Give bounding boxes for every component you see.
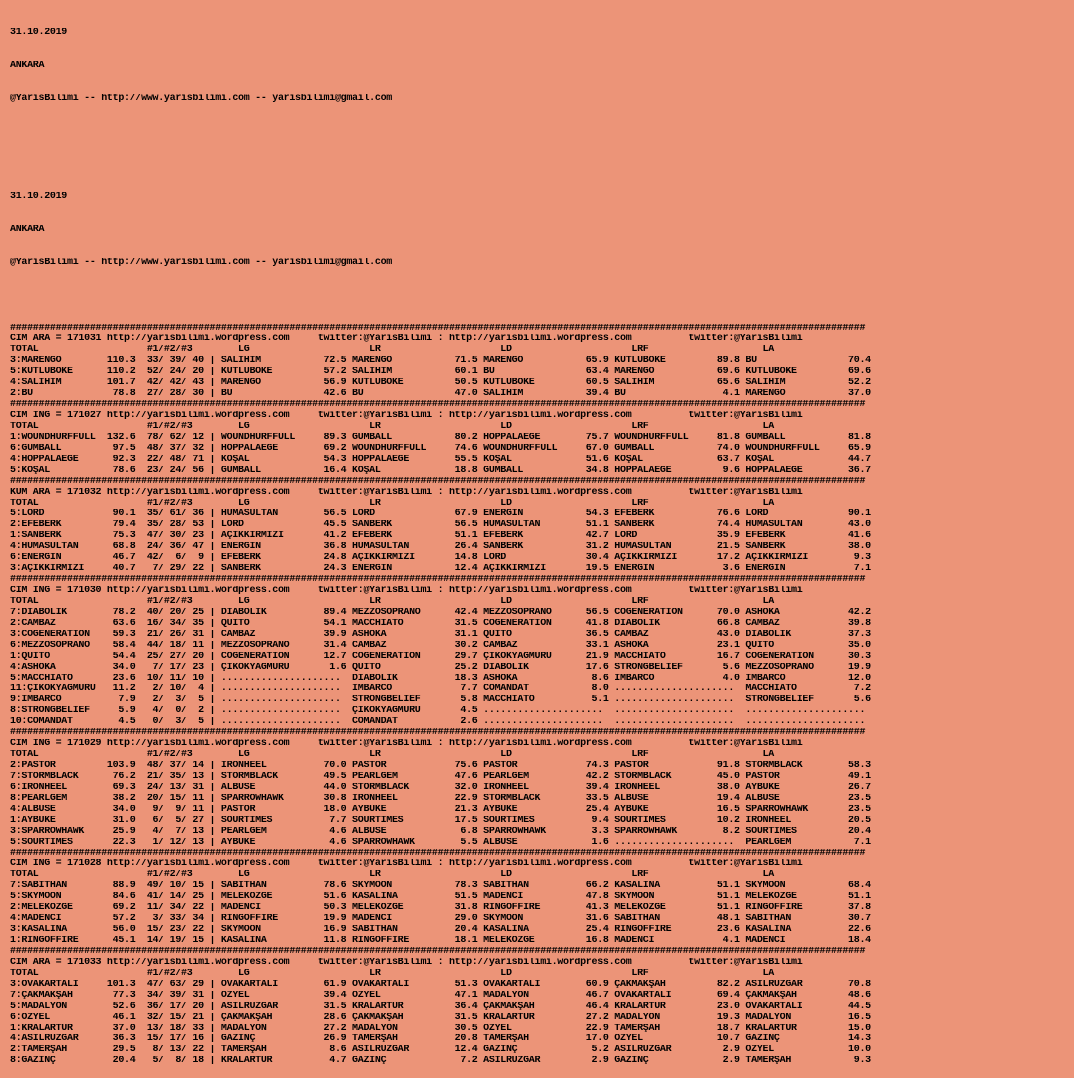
- result-row: 2:PASTOR 103.9 48/ 37/ 14 | IRONHEEL 70.0 PASTOR 75.6 PASTOR 74.3 PASTOR 91.8 STORMBLACK 58.3: [10, 761, 871, 771]
- result-row: 7:STORMBLACK 76.2 21/ 35/ 13 | STORMBLACK 49.5 PEARLGEM 47.6 PEARLGEM 42.2 STORMBLACK 45.0 PASTOR 49.1: [10, 771, 871, 782]
- separator-line: ######################################################################################################################################################: [10, 848, 866, 859]
- result-row: 6:IRONHEEL 69.3 24/ 13/ 31 | ALBUSE 44.0 STORMBLACK 32.0 IRONHEEL 39.4 IRONHEEL 38.0 AYBÜKE 26.7: [10, 782, 871, 793]
- header-city: ANKARA: [10, 224, 45, 235]
- result-row: 7:DIABOLİK 78.2 40/ 20/ 25 | DIABOLİK 89.4 MEZZOSOPRANO 42.4 MEZZOSOPRANO 56.5 COGENERATION 70.0 ASHOKA 42.2: [10, 607, 871, 618]
- section-title: CIM ARA = 171033 http://yarisbilimi.wordpress.com twitter:@YarisBilimi : http://yarisbilimi.wordpress.com twitter:@YarisBilimi: [10, 957, 803, 968]
- column-header: TOTAL #1/#2/#3 LG LR LD LRF LA: [10, 345, 774, 356]
- separator-line: ######################################################################################################################################################: [10, 728, 866, 739]
- result-row: 5:SKYMOON 84.6 41/ 14/ 25 | MELEKÖZGE 51.6 KASALINA 51.5 MADENCİ 47.8 SKYMOON 51.1 MELEKÖZGE 51.1: [10, 892, 871, 903]
- result-row: 11:ÇIKOKYAĞMURU 11.2 2/ 10/ 4 | ..................... IMBARCO 7.7 COMANDAT 8.0 ..................... MACCHIATO 7.2: [10, 684, 871, 695]
- separator-line: ######################################################################################################################################################: [10, 323, 866, 334]
- result-row: 1:QUITO 54.4 25/ 27/ 20 | COGENERATION 12.7 COGENERATION 29.7 ÇIKOKYAĞMURU 21.9 MACCHIATO 16.7 COGENERATION 30.3: [10, 651, 871, 662]
- header-date: 31.10.2019: [10, 192, 68, 203]
- result-row: 1:WOUNDHURFFULL 132.6 78/ 62/ 12 | WOUNDHURFFULL 89.3 GUMBALL 80.2 HOPPALAEGE 75.7 WOUNDHURFFULL 81.8 GUMBALL 81.8: [10, 432, 871, 443]
- result-row: 8:STRONGBELIEF 5.9 4/ 0/ 2 | ..................... ÇIKOKYAĞMURU 4.5 ..................... ..................... .....................: [10, 706, 866, 717]
- column-header: TOTAL #1/#2/#3 LG LR LD LRF LA: [10, 968, 774, 979]
- section-title: CIM ING = 171030 http://yarisbilimi.wordpress.com twitter:@YarisBilimi : http://yarisbilimi.wordpress.com twitter:@YarisBilimi: [10, 586, 803, 596]
- blank-line: [10, 291, 871, 302]
- result-row: 2:TAMERŞAH 29.5 8/ 13/ 22 | TAMERŞAH 8.6 ASILRÜZGAR 12.4 GAZİNÇ 5.2 ASILRÜZGAR 2.9 ÖZYEL 10.0: [10, 1045, 871, 1056]
- result-row: 6:ÖZYEL 46.1 32/ 15/ 21 | ÇAKMAKŞAH 28.6 ÇAKMAKŞAH 31.5 KRALARTUR 27.2 MADALYON 19.3 MADALYON 16.5: [10, 1012, 871, 1023]
- header-contact: @YarisBilimi -- http://www.yarisbilimi.com -- yarisbilimi@gmail.com: [10, 93, 392, 104]
- result-row: 4:ALBUSE 34.0 9/ 9/ 11 | PASTOR 18.0 AYBÜKE 21.3 AYBÜKE 25.4 AYBÜKE 16.5 SPARROWHAWK 23.5: [10, 804, 871, 815]
- result-row: 4:MADENCİ 57.2 3/ 33/ 34 | RINGOFFIRE 19.9 MADENCİ 29.0 SKYMOON 31.6 SABİTHAN 48.1 SABİTHAN 30.7: [10, 914, 871, 925]
- result-row: 4:HOPPALAEGE 92.3 22/ 48/ 71 | KOŞAL 54.3 HOPPALAEGE 55.5 KOŞAL 51.6 KOŞAL 63.7 KOŞAL 44.7: [10, 454, 871, 465]
- column-header: TOTAL #1/#2/#3 LG LR LD LRF LA: [10, 870, 774, 881]
- result-row: 7:SABİTHAN 88.9 49/ 10/ 15 | SABİTHAN 78.6 SKYMOON 78.3 SABİTHAN 66.2 KASALINA 51.1 SKYMOON 68.4: [10, 881, 871, 892]
- separator-line: ######################################################################################################################################################: [10, 400, 866, 411]
- race-sections: [10, 324, 871, 1068]
- result-row: 4:HUMASULTAN 68.8 24/ 36/ 47 | ENERGİN 36.8 HUMASULTAN 26.4 SANBERK 31.2 HUMASULTAN 21.5 SANBERK 38.0: [10, 542, 871, 553]
- column-header: TOTAL #1/#2/#3 LG LR LD LRF LA: [10, 421, 774, 432]
- result-row: 7:ÇAKMAKŞAH 77.3 34/ 39/ 31 | ÖZYEL 39.4 ÖZYEL 47.1 MADALYON 46.7 OVAKARTALI 69.4 ÇAKMAKŞAH 48.6: [10, 990, 871, 1001]
- section-title: CIM ARA = 171031 http://yarisbilimi.wordpress.com twitter:@YarisBilimi : http://yarisbilimi.wordpress.com twitter:@YarisBilimi: [10, 334, 803, 345]
- header-contact: @YarisBilimi -- http://www.yarisbilimi.com -- yarisbilimi@gmail.com: [10, 257, 392, 268]
- result-row: 6:MEZZOSOPRANO 58.4 44/ 18/ 11 | MEZZOSOPRANO 31.4 CAMBAZ 30.2 CAMBAZ 33.1 ASHOKA 23.1 QUITO 35.0: [10, 640, 871, 651]
- result-row: 3:MARENGO 110.3 33/ 39/ 40 | SALİHİM 72.5 MARENGO 71.5 MARENGO 65.9 KUTLUBÖKE 89.8 BU 70.4: [10, 356, 871, 367]
- result-row: 3:AÇIKKIRMIZI 40.7 7/ 29/ 22 | SANBERK 24.3 ENERGİN 12.4 AÇIKKIRMIZI 19.5 ENERGİN 3.6 ENERGİN 7.1: [10, 564, 871, 575]
- separator-line: ######################################################################################################################################################: [10, 575, 866, 586]
- section-title: CIM ING = 171027 http://yarisbilimi.wordpress.com twitter:@YarisBilimi : http://yarisbilimi.wordpress.com twitter:@YarisBilimi: [10, 411, 803, 421]
- column-header: TOTAL #1/#2/#3 LG LR LD LRF LA: [10, 498, 774, 509]
- result-row: 1:AYBÜKE 31.0 6/ 5/ 27 | SOURTIMES 7.7 SOURTIMES 17.5 SOURTIMES 9.4 SOURTIMES 10.2 IRONHEEL 20.5: [10, 815, 871, 826]
- header-city: ANKARA: [10, 60, 45, 71]
- result-row: 3:OVAKARTALI 101.3 47/ 63/ 29 | OVAKARTALI 61.9 OVAKARTALI 51.3 OVAKARTALI 60.9 ÇAKMAKŞAH 82.2 ASILRÜZGAR 70.8: [10, 979, 871, 990]
- separator-line: ######################################################################################################################################################: [10, 946, 866, 957]
- result-row: 5:SOURTIMES 22.3 1/ 12/ 13 | AYBÜKE 4.6 SPARROWHAWK 5.5 ALBUSE 1.6 ..................... PEARLGEM 7.1: [10, 837, 871, 848]
- result-row: 8:GAZİNÇ 20.4 5/ 8/ 18 | KRALARTUR 4.7 GAZİNÇ 7.2 ASILRÜZGAR 2.9 GAZİNÇ 2.9 TAMERŞAH 9.3: [10, 1056, 871, 1067]
- result-row: 1:SANBERK 75.3 47/ 30/ 23 | AÇIKKIRMIZI 41.2 EFEBERK 51.1 EFEBERK 42.7 LORD 35.9 EFEBERK 41.6: [10, 531, 871, 542]
- result-row: 2:MELEKÖZGE 69.2 11/ 34/ 22 | MADENCİ 50.3 MELEKÖZGE 31.8 RINGOFFIRE 41.3 MELEKÖZGE 51.1 RINGOFFIRE 37.8: [10, 903, 871, 914]
- result-row: 5:KOŞAL 78.6 23/ 24/ 56 | GUMBALL 16.4 KOŞAL 18.8 GUMBALL 34.8 HOPPALAEGE 9.6 HOPPALAEGE 36.7: [10, 465, 871, 476]
- result-row: 6:GUMBALL 97.5 48/ 37/ 32 | HOPPALAEGE 69.2 WOUNDHURFFULL 74.6 WOUNDHURFFULL 67.0 GUMBALL 74.0 WOUNDHURFFULL 65.9: [10, 443, 871, 454]
- section-title: KUM ARA = 171032 http://yarisbilimi.wordpress.com twitter:@YarisBilimi : http://yarisbilimi.wordpress.com twitter:@YarisBilimi: [10, 487, 803, 498]
- result-row: 4:ASILRÜZGAR 36.3 15/ 17/ 16 | GAZİNÇ 26.9 TAMERŞAH 20.8 TAMERŞAH 17.0 ÖZYEL 10.7 GAZİNÇ 14.3: [10, 1034, 871, 1045]
- result-row: 3:KASALINA 56.0 15/ 23/ 22 | SKYMOON 16.9 SABİTHAN 20.4 KASALINA 25.4 RINGOFFIRE 23.6 KASALINA 22.6: [10, 925, 871, 936]
- result-row: 2:EFEBERK 79.4 35/ 28/ 53 | LORD 45.5 SANBERK 56.5 HUMASULTAN 51.1 SANBERK 74.4 HUMASULTAN 43.0: [10, 520, 871, 531]
- result-row: 4:SALİHİM 101.7 42/ 42/ 43 | MARENGO 56.9 KUTLUBÖKE 50.5 KUTLUBÖKE 60.5 SALİHİM 65.6 SALİHİM 52.2: [10, 378, 871, 389]
- result-row: 6:ENERGİN 46.7 42/ 6/ 9 | EFEBERK 24.8 AÇIKKIRMIZI 14.8 LORD 30.4 AÇIKKIRMIZI 17.2 AÇIKKIRMIZI 9.3: [10, 553, 871, 564]
- result-row: 2:BU 78.8 27/ 28/ 30 | BU 42.6 BU 47.0 SALİHİM 39.4 BU 4.1 MARENGO 37.0: [10, 389, 871, 400]
- result-row: 10:COMANDAT 4.5 0/ 3/ 5 | ..................... COMANDAT 2.6 ..................... ..................... .....................: [10, 717, 866, 728]
- section-title: CIM ING = 171028 http://yarisbilimi.wordpress.com twitter:@YarisBilimi : http://yarisbilimi.wordpress.com twitter:@YarisBilimi: [10, 859, 803, 870]
- result-row: 8:PEARLGEM 38.2 20/ 15/ 11 | SPARROWHAWK 30.8 IRONHEEL 22.9 STORMBLACK 33.5 ALBUSE 19.4 ALBUSE 23.5: [10, 793, 871, 804]
- result-row: 3:SPARROWHAWK 25.9 4/ 7/ 13 | PEARLGEM 4.6 ALBUSE 6.8 SPARROWHAWK 3.3 SPARROWHAWK 8.2 SOURTIMES 20.4: [10, 826, 871, 837]
- result-row: 5:KUTLUBÖKE 110.2 52/ 24/ 20 | KUTLUBÖKE 57.2 SALİHİM 60.1 BU 63.4 MARENGO 69.6 KUTLUBÖKE 69.6: [10, 367, 871, 378]
- result-row: 1:KRALARTUR 37.0 13/ 18/ 33 | MADALYON 27.2 MADALYON 30.5 ÖZYEL 22.9 TAMERŞAH 18.7 KRALARTUR 15.0: [10, 1023, 871, 1034]
- result-row: 5:MACCHIATO 23.6 10/ 11/ 10 | ..................... DIABOLİK 18.3 ASHOKA 8.6 IMBARCO 4.0 IMBARCO 12.0: [10, 673, 871, 684]
- section-title: CIM ING = 171029 http://yarisbilimi.wordpress.com twitter:@YarisBilimi : http://yarisbilimi.wordpress.com twitter:@YarisBilimi: [10, 739, 803, 750]
- result-row: 9:IMBARCO 7.9 2/ 3/ 5 | ..................... STRONGBELIEF 5.8 MACCHIATO 5.1 ..................... STRONGBELIEF 5.6: [10, 695, 871, 706]
- header-date: 31.10.2019: [10, 27, 68, 38]
- column-header: TOTAL #1/#2/#3 LG LR LD LRF LA: [10, 750, 774, 761]
- result-row: 2:CAMBAZ 63.6 16/ 34/ 35 | QUITO 54.1 MACCHIATO 31.5 COGENERATION 41.8 DIABOLİK 66.8 CAMBAZ 39.8: [10, 618, 871, 629]
- blank-line: [10, 159, 871, 170]
- separator-line: ######################################################################################################################################################: [10, 476, 866, 487]
- results-document: [10, 6, 871, 1078]
- result-row: 5:MADALYON 52.6 36/ 17/ 20 | ASILRÜZGAR 31.5 KRALARTUR 36.4 ÇAKMAKŞAH 46.4 KRALARTUR 23.0 OVAKARTALI 44.5: [10, 1001, 871, 1012]
- column-header: TOTAL #1/#2/#3 LG LR LD LRF LA: [10, 596, 774, 607]
- result-row: 4:ASHOKA 34.0 7/ 17/ 23 | ÇIKOKYAĞMURU 1.6 QUITO 25.2 DIABOLİK 17.6 STRONGBELIEF 5.6 MEZZOSOPRANO 19.9: [10, 662, 871, 673]
- result-row: 3:COGENERATION 59.3 21/ 26/ 31 | CAMBAZ 39.9 ASHOKA 31.1 QUITO 36.5 CAMBAZ 43.0 DIABOLİK 37.3: [10, 629, 871, 640]
- result-row: 1:RINGOFFIRE 45.1 14/ 19/ 15 | KASALINA 11.8 RINGOFFIRE 18.1 MELEKÖZGE 16.8 MADENCİ 4.1 MADENCİ 18.4: [10, 936, 871, 946]
- result-row: 5:LORD 90.1 35/ 61/ 36 | HUMASULTAN 56.5 LORD 67.9 ENERGİN 54.3 EFEBERK 76.6 LORD 90.1: [10, 509, 871, 520]
- blank-line: [10, 126, 871, 137]
